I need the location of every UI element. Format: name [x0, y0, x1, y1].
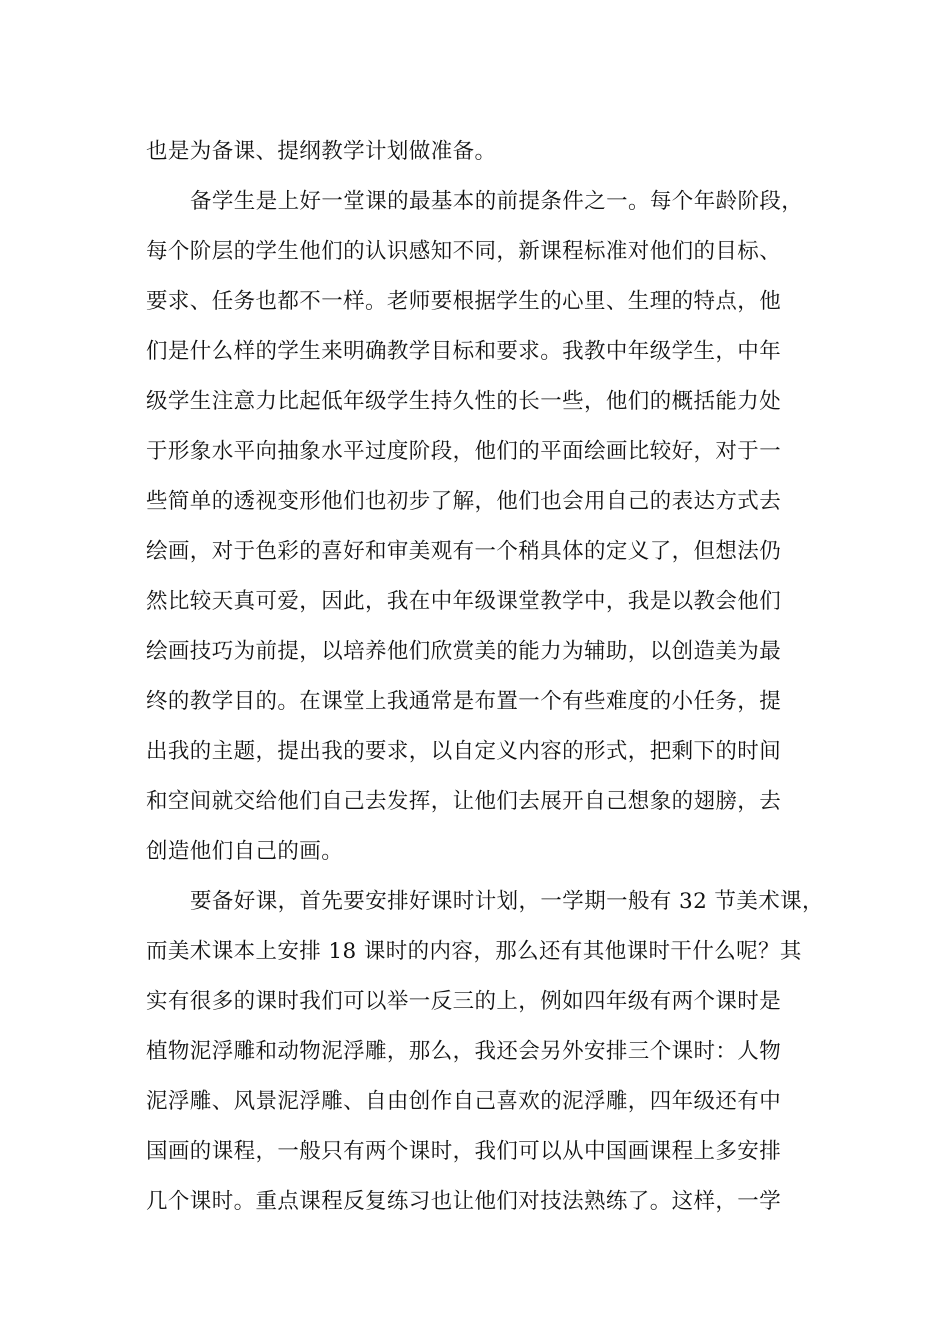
- text-line: 而美术课本上安排 18 课时的内容，那么还有其他课时干什么呢？其: [146, 939, 802, 964]
- text-line: 和空间就交给他们自己去发挥，让他们去展开自己想象的翅膀，去: [146, 789, 782, 814]
- text-line: 几个课时。重点课程反复练习也让他们对技法熟练了。这样，一学: [146, 1189, 782, 1214]
- text-line: 些简单的透视变形他们也初步了解，他们也会用自己的表达方式去: [146, 489, 782, 514]
- text-line: 要求、任务也都不一样。老师要根据学生的心里、生理的特点，他: [146, 289, 782, 314]
- text-line: 终的教学目的。在课堂上我通常是布置一个有些难度的小任务，提: [146, 689, 782, 714]
- text-line: 们是什么样的学生来明确教学目标和要求。我教中年级学生，中年: [146, 339, 782, 364]
- text-line: 绘画，对于色彩的喜好和审美观有一个稍具体的定义了，但想法仍: [146, 539, 782, 564]
- text-line: 于形象水平向抽象水平过度阶段，他们的平面绘画比较好，对于一: [146, 439, 782, 464]
- text-line: 每个阶层的学生他们的认识感知不同，新课程标准对他们的目标、: [146, 239, 782, 264]
- text-line: 级学生注意力比起低年级学生持久性的长一些，他们的概括能力处: [146, 389, 782, 414]
- text-line: 然比较天真可爱，因此，我在中年级课堂教学中，我是以教会他们: [146, 589, 782, 614]
- text-line: 泥浮雕、风景泥浮雕、自由创作自己喜欢的泥浮雕，四年级还有中: [146, 1089, 782, 1114]
- paragraph-first-line: 要备好课，首先要安排好课时计划，一学期一般有 32 节美术课，: [190, 889, 824, 914]
- body-text: [146, 127, 836, 1227]
- text-line: 创造他们自己的画。: [146, 839, 344, 864]
- text-line: 国画的课程，一般只有两个课时，我们可以从中国画课程上多安排: [146, 1139, 782, 1164]
- text-line: 出我的主题，提出我的要求，以自定义内容的形式，把剩下的时间: [146, 739, 782, 764]
- text-line: 植物泥浮雕和动物泥浮雕，那么，我还会另外安排三个课时：人物: [146, 1039, 782, 1064]
- text-line: 实有很多的课时我们可以举一反三的上，例如四年级有两个课时是: [146, 989, 782, 1014]
- text-line: 绘画技巧为前提，以培养他们欣赏美的能力为辅助，以创造美为最: [146, 639, 782, 664]
- paragraph-first-line: 备学生是上好一堂课的最基本的前提条件之一。每个年龄阶段，: [190, 189, 804, 214]
- text-line: 也是为备课、提纲教学计划做准备。: [146, 139, 497, 164]
